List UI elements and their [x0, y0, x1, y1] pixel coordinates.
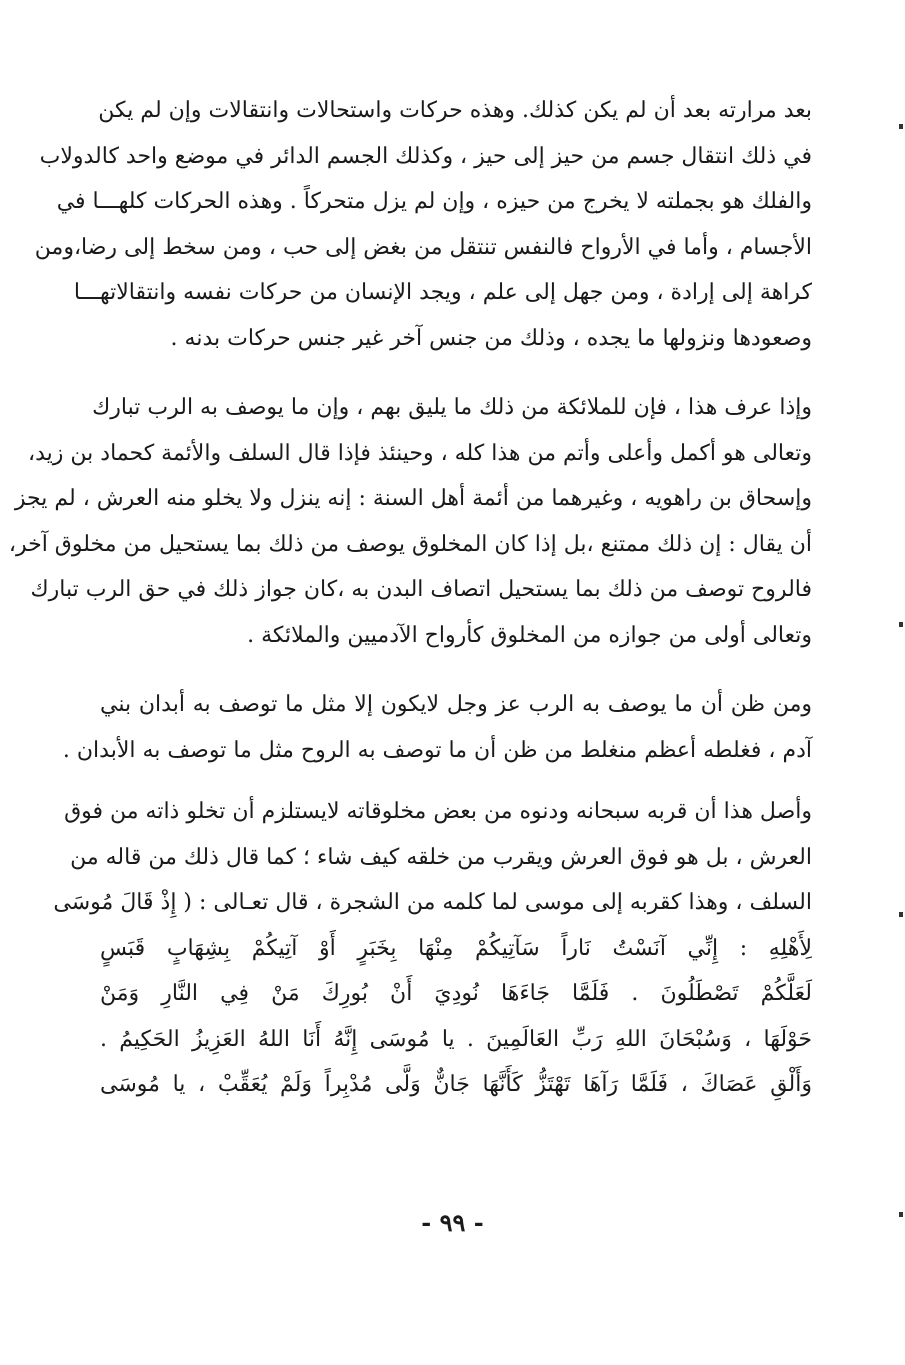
text-line: فالروح توصف من ذلك بما يستحيل اتصاف البدن به ،كان جواز ذلك في حق الرب تبارك	[30, 577, 812, 602]
margin-mark	[899, 124, 903, 129]
text-line: وتعالى أولى من جوازه من المخلوق كأرواح الآدميين والملائكة .	[247, 622, 812, 648]
quran-verse-line: لَعَلَّكُمْ تَصْطَلُونَ . فَلَمَّا جَاءَهَا نُودِيَ أَنْ بُورِكَ مَنْ فِي النَّارِ وَمَنْ	[100, 981, 812, 1006]
quran-verse-line: وَأَلْقِ عَصَاكَ ، فَلَمَّا رَآهَا تَهْتَزُّ كَأَنَّهَا جَانٌّ وَلَّى مُدْبِراً وَلَمْ يُعَقِّبْ ، يا مُوسَى	[100, 1072, 812, 1097]
paragraph-2	[8, 385, 812, 658]
paragraph-gap	[100, 361, 812, 385]
text-line: وأصل هذا أن قربه سبحانه ودنوه من بعض مخلوقاته لايستلزم أن تخلو ذاته من فوق	[64, 799, 812, 824]
text-line: العرش ، بل هو فوق العرش ويقرب من خلقه كيف شاء ؛ كما قال ذلك من قاله من	[70, 844, 812, 870]
text-line: بعد مرارته بعد أن لم يكن كذلك. وهذه حركات واستحالات وانتقالات وإن لم يكن	[98, 98, 812, 123]
quran-verse-line: حَوْلَهَا ، وَسُبْحَانَ اللهِ رَبِّ العَالَمِينَ . يا مُوسَى إِنَّهُ أَنَا اللهُ العَزِيزُ الحَكِيمُ .	[100, 1026, 812, 1052]
paragraph-gap	[100, 773, 812, 789]
paragraph-4	[53, 789, 812, 1108]
text-line: وإسحاق بن راهويه ، وغيرهما من أئمة أهل السنة : إنه ينزل ولا يخلو منه العرش ، لم يجز	[14, 486, 812, 511]
text-line: وإذا عرف هذا ، فإن للملائكة من ذلك ما يليق بهم ، وإن ما يوصف به الرب تبارك	[92, 395, 812, 420]
text-line: السلف ، وهذا كقربه إلى موسى لما كلمه من الشجرة ، قال تعـالى : ( إِذْ قَالَ مُوسَى	[53, 890, 812, 915]
margin-mark	[899, 1212, 903, 1217]
page-body	[8, 88, 812, 1108]
margin-mark	[899, 912, 903, 917]
page-number: - ٩٩ -	[421, 1208, 484, 1237]
margin-mark	[899, 622, 903, 627]
quran-verse-line: لِأَهْلِهِ : إِنِّي آنَسْتُ نَاراً سَآتِيكُمْ مِنْهَا بِخَبَرٍ أَوْ آتِيكُمْ بِشِهَابٍ قَبَسٍ	[100, 935, 812, 961]
text-line: في ذلك انتقال جسم من حيز إلى حيز ، وكذلك الجسم الدائر في موضع واحد كالدولاب	[39, 143, 812, 169]
text-line: وصعودها ونزولها ما يجده ، وذلك من جنس آخر غير جنس حركات بدنه .	[170, 325, 812, 351]
text-line: الأجسام ، وأما في الأرواح فالنفس تنتقل من بغض إلى حب ، ومن سخط إلى رضا،ومن	[34, 234, 812, 260]
text-line: ومن ظن أن ما يوصف به الرب عز وجل لايكون إلا مثل ما توصف به أبدان بني	[100, 692, 812, 717]
text-line: وتعالى هو أكمل وأعلى وأتم من هذا كله ، وحينئذ فإذا قال السلف والأئمة كحماد بن زيد،	[28, 440, 812, 466]
text-line: آدم ، فغلطه أعظم منغلط من ظن أن ما توصف به الروح مثل ما توصف به الأبدان .	[62, 737, 812, 763]
text-line: كراهة إلى إرادة ، ومن جهل إلى علم ، ويجد الإنسان من حركات نفسه وانتقالاتهـــا	[73, 280, 812, 305]
paragraph-3	[62, 682, 812, 773]
paragraph-1	[34, 88, 812, 361]
text-line: والفلك هو بجملته لا يخرج من حيزه ، وإن لم يزل متحركاً . وهذه الحركات كلهـــا في	[56, 189, 812, 214]
paragraph-gap	[100, 658, 812, 682]
text-line: أن يقال : إن ذلك ممتنع ،بل إذا كان المخلوق يوصف من ذلك بما يستحيل من مخلوق آخر،	[8, 531, 812, 557]
